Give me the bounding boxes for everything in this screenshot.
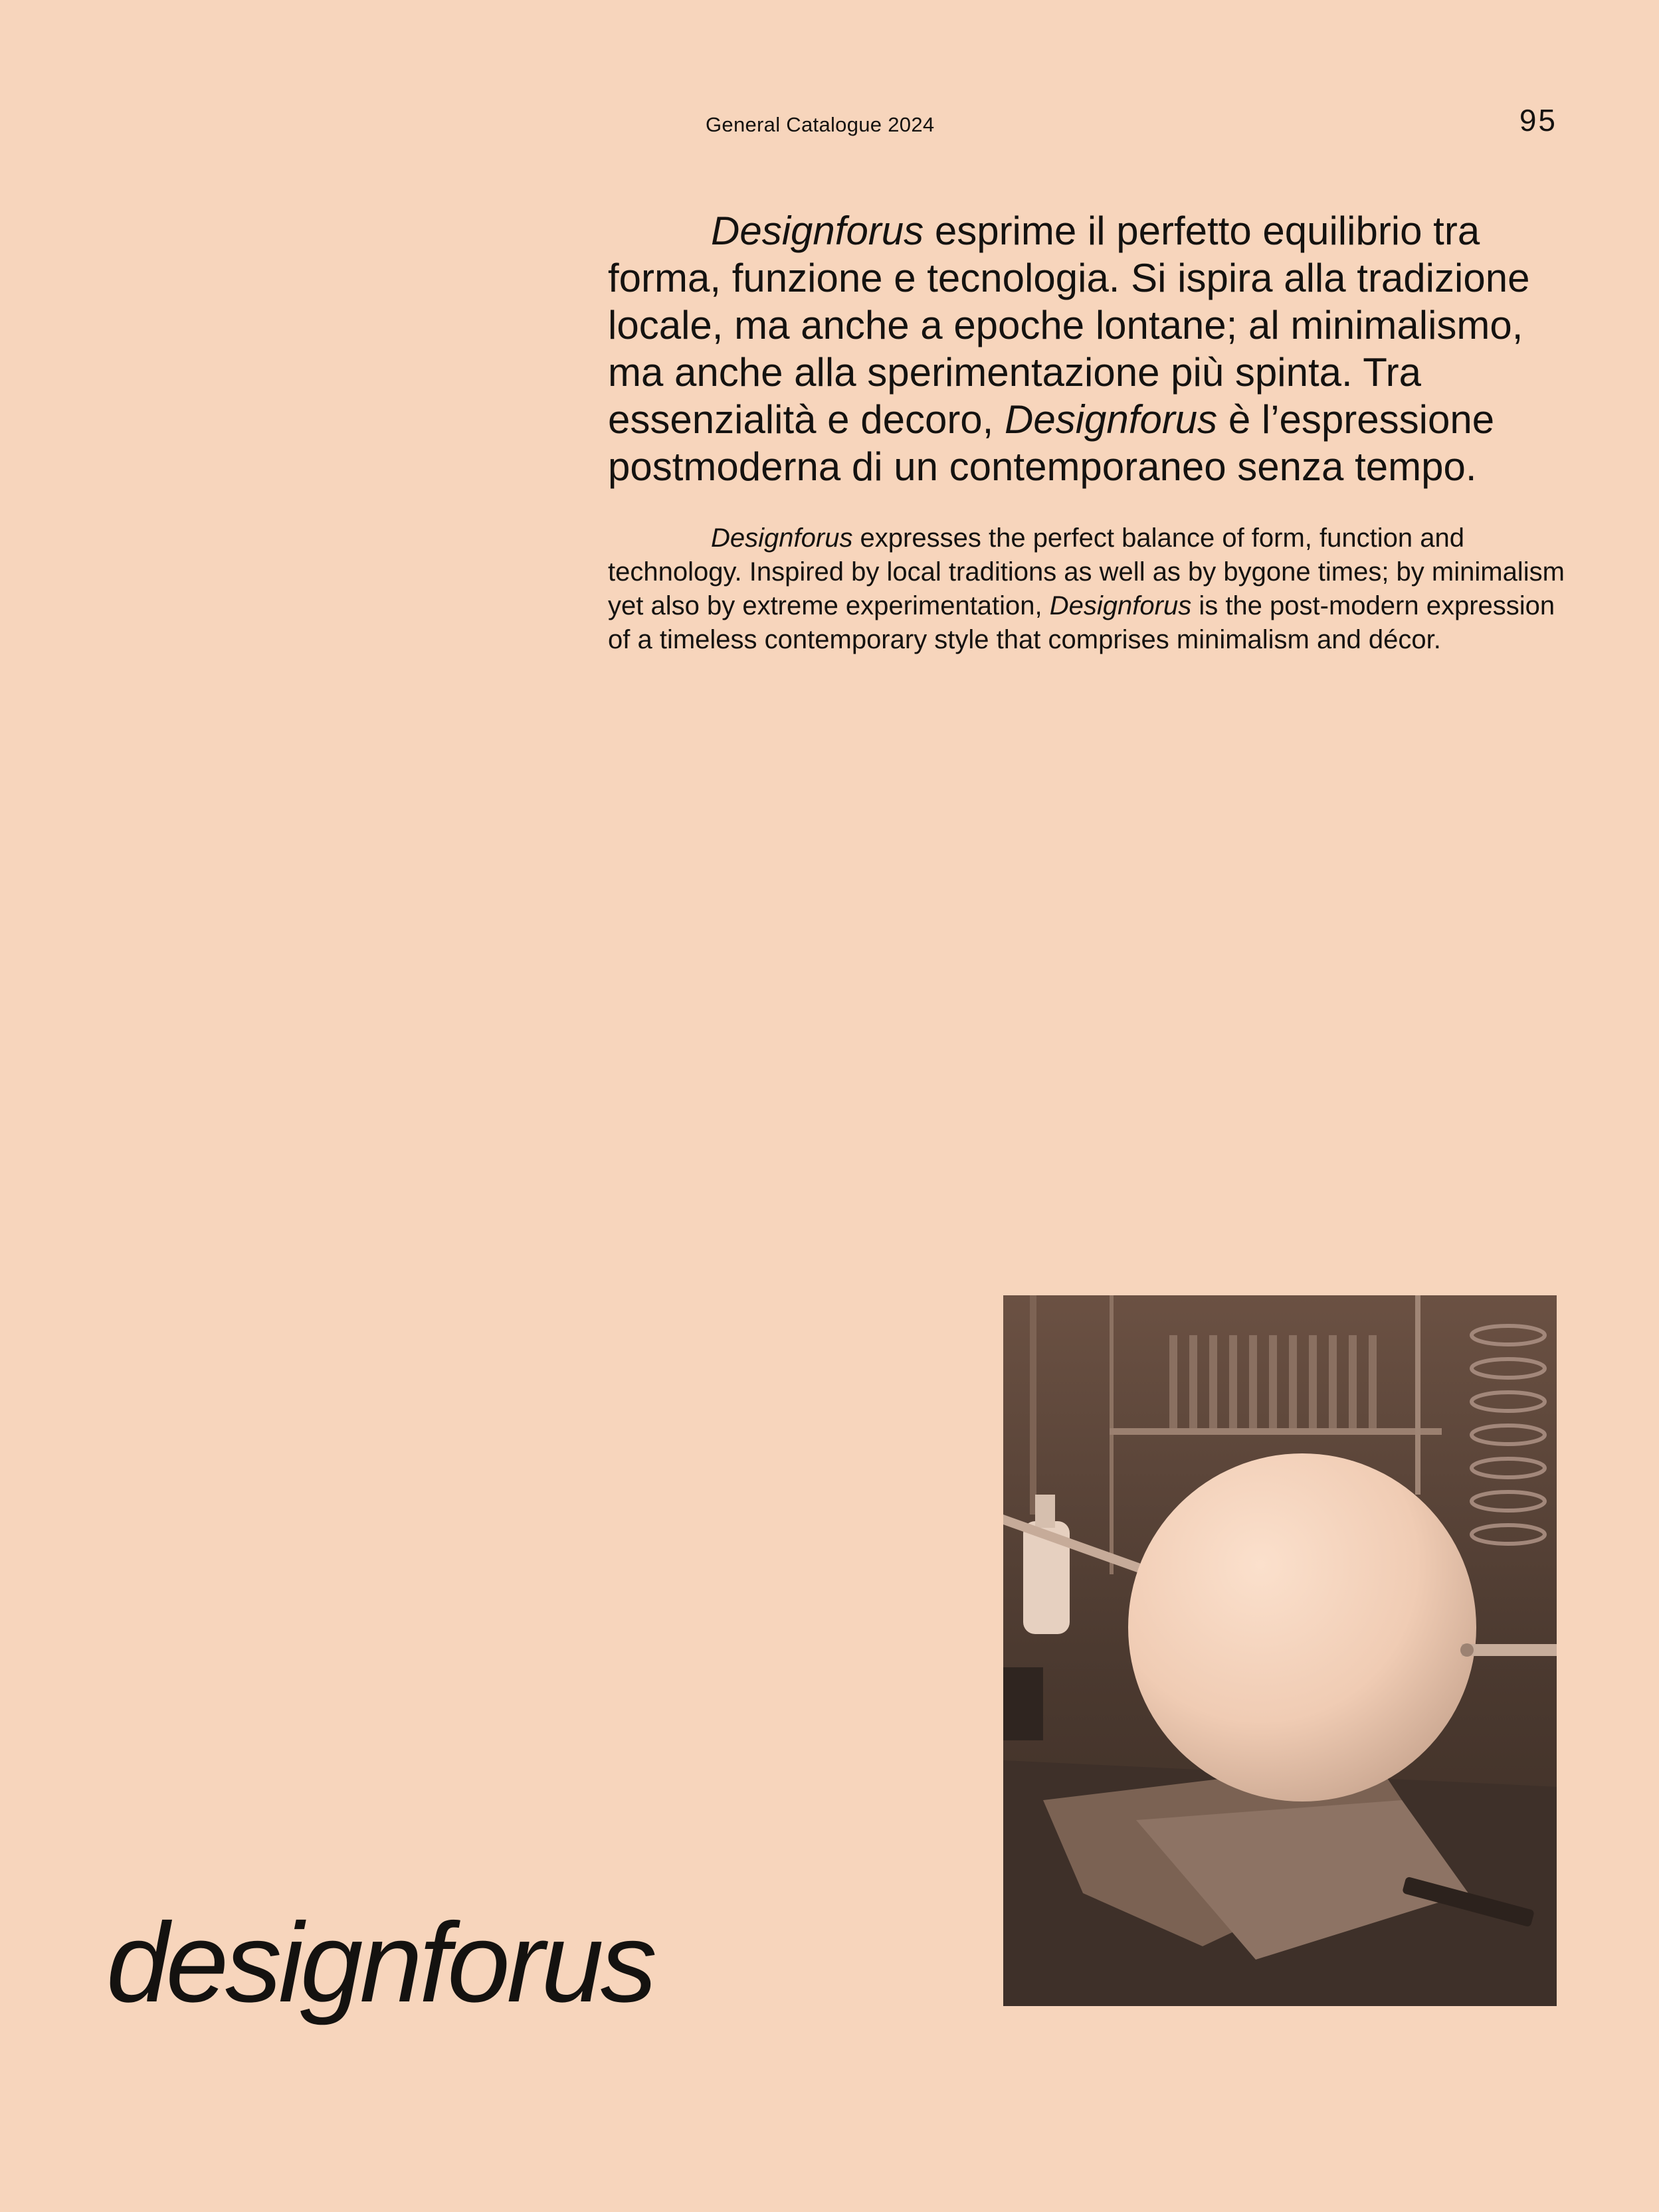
running-head: General Catalogue 2024 xyxy=(706,113,935,136)
brand-name: Designforus xyxy=(711,523,853,553)
english-paragraph xyxy=(608,521,1571,657)
italian-text-part2: è l’espressione postmoderna di un contemporaneo senza tempo. xyxy=(608,397,1495,489)
designforus-logo: designforus xyxy=(106,1900,654,2026)
workshop-photo xyxy=(1003,1295,1557,2006)
italian-text-part1: esprime il perfetto equilibrio tra forma, funzione e tecnologia. Si ispira alla tradizione locale, ma anche a epoche lontane; al minimalismo, ma anche alla sperimentazione più spinta. Tra essenzialità e decoro, xyxy=(608,209,1530,442)
english-text-part1: expresses the perfect balance of form, function and technology. Inspired by local traditions as well as by bygone times; by minimalism yet also by extreme experimentation, xyxy=(608,523,1565,620)
english-text-part2: is the post-modern expression of a timeless contemporary style that comprises minimalism and décor. xyxy=(608,591,1555,654)
page-number: 95 xyxy=(1519,103,1557,138)
brand-name: Designforus xyxy=(1049,591,1192,620)
italian-paragraph xyxy=(608,207,1571,490)
brand-name: Designforus xyxy=(1005,397,1218,442)
brand-name: Designforus xyxy=(711,209,924,253)
